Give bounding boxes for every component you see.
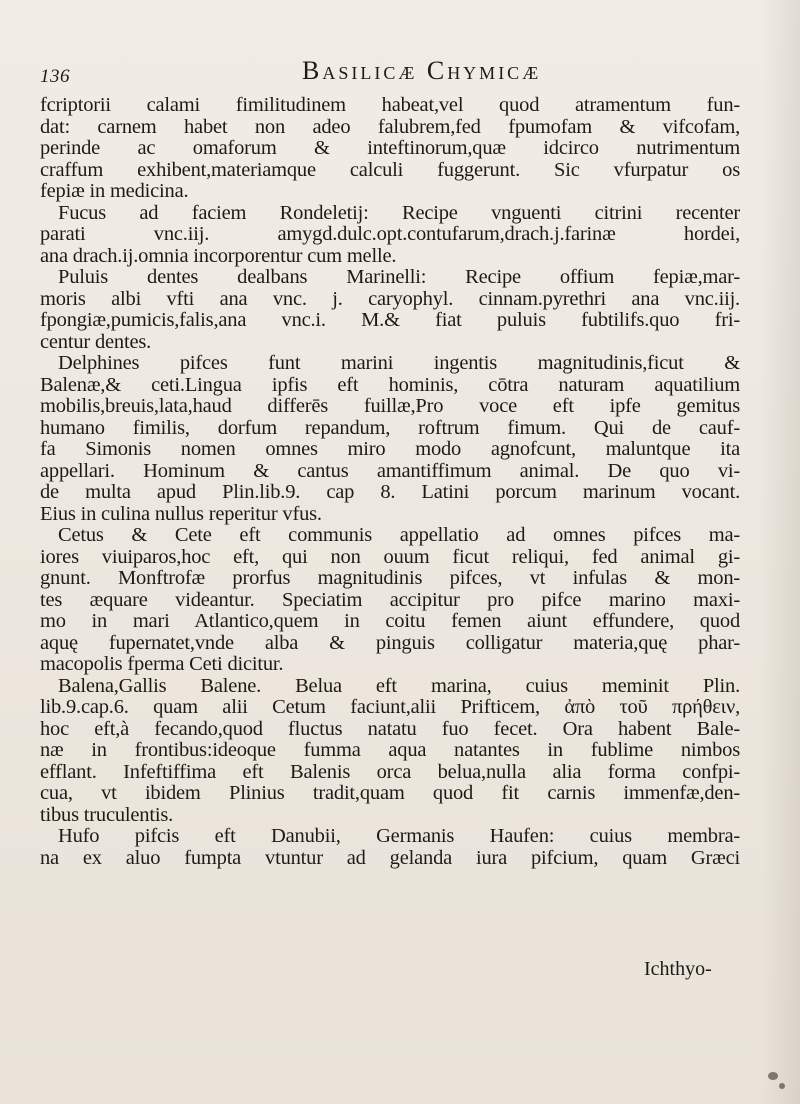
text-line: fcriptorii calami fimilitudinem habeat,vel quod atramentum fun- [40, 95, 740, 116]
ink-smudge [779, 1083, 785, 1089]
text-line: fepiæ in medicina. [40, 181, 189, 202]
text-line: gnunt. Monftrofæ prorfus magnitudinis pifces, vt infulas & mon- [40, 568, 740, 589]
ink-smudge [768, 1072, 778, 1080]
text-line: Puluis dentes dealbans Marinelli: Recipe offium fepiæ,mar- [58, 267, 740, 288]
text-line: tibus truculentis. [40, 804, 174, 826]
text-line: mo in mari Atlantico,quem in coitu femen aiunt effundere, quod [40, 611, 740, 632]
text-line: Fucus ad faciem Rondeletij: Recipe vnguenti citrini recenter [58, 202, 740, 224]
text-line: efflant. Infeftiffima eft Balenis orca belua,nulla alia forma confpi- [40, 761, 740, 783]
text-line: lib.9.cap.6. quam alii Cetum faciunt,alii Prifticem, ἀπὸ τοῦ πρήθειν, [40, 697, 740, 718]
text-line: na ex aluo fumpta vtuntur ad gelanda iura pifcium, quam Græci [40, 847, 740, 869]
text-line: Cetus & Cete eft communis appellatio ad omnes pifces ma- [58, 525, 740, 546]
body-text [40, 95, 740, 869]
text-line: aquę fupernatet,vnde alba & pinguis colligatur materia,quę phar- [40, 632, 740, 654]
text-line: hoc eft,à fecando,quod fluctus natatu fuo fecet. Ora habent Bale- [40, 718, 740, 740]
text-line: Eius in culina nullus reperitur vfus. [40, 503, 322, 525]
catchword: Ichthyo- [644, 958, 712, 980]
text-line: fpongiæ,pumicis,falis,ana vnc.i. M.& fiat puluis fubtilifs.quo fri- [40, 310, 740, 331]
text-line: de multa apud Plin.lib.9. cap 8. Latini porcum marinum vocant. [40, 482, 740, 503]
text-line: moris albi vfti ana vnc. j. caryophyl. cinnam.pyrethri ana vnc.iij. [40, 288, 740, 310]
text-line: mobilis,breuis,lata,haud differēs fuillæ,Pro voce eft ipfe gemitus [40, 396, 740, 417]
text-line: macopolis fperma Ceti dicitur. [40, 654, 284, 675]
text-line: næ in frontibus:ideoque fumma aqua natantes in fublime nimbos [40, 740, 740, 761]
text-line: appellari. Hominum & cantus amantiffimum animal. De quo vi- [40, 460, 740, 482]
text-line: parati vnc.iij. amygd.dulc.opt.contufarum,drach.j.farinæ hordei, [40, 224, 740, 245]
text-line: perinde ac omaforum & inteftinorum,quæ idcirco nutrimentum [40, 138, 740, 159]
page-edge-shadow [760, 0, 800, 1104]
text-line: iores viuiparos,hoc eft, qui non ouum ficut reliqui, fed animal gi- [40, 546, 740, 568]
running-head: Basilicæ Chymicæ [302, 56, 542, 85]
text-line: Balenæ,& ceti.Lingua ipfis eft hominis, cōtra naturam aquatilium [40, 374, 740, 396]
text-line: ana drach.ij.omnia incorporentur cum melle. [40, 245, 397, 267]
text-line: cua, vt ibidem Plinius tradit,quam quod fit carnis immenfæ,den- [40, 783, 740, 804]
page-header [40, 56, 740, 96]
text-line: fa Simonis nomen omnes miro modo agnofcunt, maluntque ita [40, 439, 740, 460]
text-line: centur dentes. [40, 331, 152, 353]
text-line: Delphines pifces funt marini ingentis magnitudinis,ficut & [58, 353, 740, 374]
text-line: tes æquare videantur. Speciatim accipitur pro pifce marino maxi- [40, 589, 740, 611]
page-number: 136 [40, 66, 70, 87]
text-line: Balena,Gallis Balene. Belua eft marina, cuius meminit Plin. [58, 675, 740, 697]
text-line: dat: carnem habet non adeo falubrem,fed fpumofam & vifcofam, [40, 116, 740, 138]
text-line: craffum exhibent,materiamque calculi fuggerunt. Sic vfurpatur os [40, 159, 740, 181]
text-line: Hufo pifcis eft Danubii, Germanis Haufen: cuius membra- [58, 826, 740, 847]
text-line: humano fimilis, dorfum repandum, roftrum fimum. Qui de cauf- [40, 417, 740, 439]
